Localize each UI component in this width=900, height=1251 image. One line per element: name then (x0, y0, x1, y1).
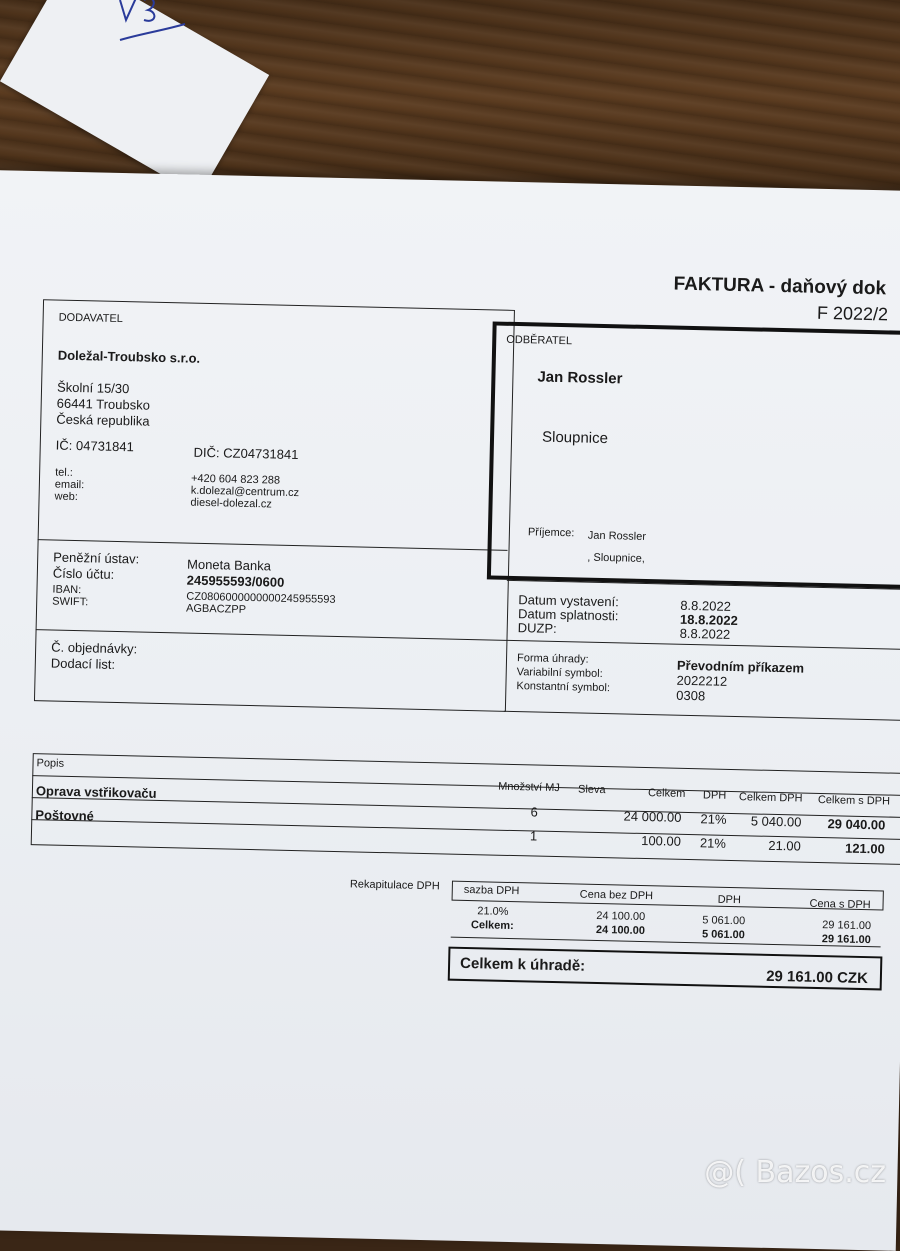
customer-city: Sloupnice (541, 428, 609, 448)
item-total: 24 000.00 (623, 808, 682, 825)
col-desc-header: Popis (36, 757, 65, 770)
recipient-name: Jan Rossler (587, 529, 647, 543)
account-number: 245955593/0600 (186, 572, 285, 590)
variable-symbol: 2022212 (676, 672, 728, 689)
recap-net-header: Cena bez DPH (579, 888, 654, 903)
web-label: web: (54, 490, 78, 504)
item-total: 100.00 (641, 832, 682, 849)
customer-name: Jan Rossler (537, 368, 623, 388)
bank-name: Moneta Banka (186, 556, 272, 574)
recap-rate: 21.0% (477, 905, 509, 918)
iban-value: CZ0806000000000245955593 (186, 590, 336, 606)
item-desc: Oprava vstřikovaču (35, 783, 157, 801)
invoice-document (0, 170, 900, 1251)
item-qty: 1 (529, 828, 538, 844)
duzp-date: 8.8.2022 (679, 625, 731, 642)
recap-gross-header: Cena s DPH (809, 897, 871, 912)
due-date: 18.8.2022 (679, 611, 738, 629)
customer-block (487, 321, 900, 589)
handwritten-scribble (110, 0, 190, 60)
supplier-label: DODAVATEL (58, 311, 123, 326)
item-vat: 21% (699, 835, 727, 851)
supplier-ic: IČ: 04731841 (55, 437, 135, 455)
recap-total-label: Celkem: (470, 919, 514, 933)
col-vat-header: DPH (702, 789, 727, 802)
account-label: Číslo účtu: (52, 565, 115, 582)
supplier-city: 66441 Troubsko (56, 395, 151, 413)
invoice-number: F 2022/2 (816, 302, 889, 325)
bazos-watermark: @( Bazos.cz (704, 1155, 886, 1190)
issued-date: 8.8.2022 (680, 597, 732, 614)
item-vat: 21% (700, 811, 727, 827)
col-total-vat-header: Celkem DPH (738, 791, 803, 805)
recap-vat: 5 061.00 (702, 914, 746, 928)
supplier-street: Školní 15/30 (56, 379, 130, 397)
recap-total-vat: 5 061.00 (701, 928, 745, 942)
grand-total-value: 29 161.00 CZK (765, 967, 869, 988)
recap-rate-header: sazba DPH (463, 883, 520, 898)
swift-label: SWIFT: (52, 595, 89, 609)
col-total-header: Celkem (647, 787, 686, 800)
iban-label: IBAN: (52, 583, 82, 597)
supplier-name: Doležal-Troubsko s.r.o. (57, 347, 201, 366)
recap-label: Rekapitulace DPH (349, 878, 440, 893)
invoice-paper (0, 170, 900, 1251)
supplier-country: Česká republika (56, 411, 150, 429)
recap-total-net: 24 100.00 (595, 923, 646, 938)
recap-total-gross: 29 161.00 (821, 933, 871, 947)
payment-method: Převodním příkazem (676, 657, 805, 676)
bank-label: Peněžní ústav: (53, 549, 140, 567)
email-label: email: (54, 478, 85, 492)
item-total-with-vat: 29 040.00 (827, 816, 886, 833)
tel-label: tel.: (55, 466, 74, 479)
col-qty-header: Množství MJ (498, 780, 560, 795)
item-desc: Poštovné (35, 807, 95, 824)
col-discount-header: Sleva (577, 783, 606, 797)
constant-symbol: 0308 (676, 687, 706, 704)
supplier-web: diesel-dolezal.cz (190, 496, 272, 511)
recipient-city: , Sloupnice, (587, 551, 645, 565)
delivery-label: Dodací list: (50, 655, 116, 672)
payment-method-label: Forma úhrady: (516, 652, 589, 666)
vs-label: Variabilní symbol: (516, 666, 603, 681)
issued-label: Datum vystavení: (518, 592, 619, 610)
recipient-label: Příjemce: (527, 526, 575, 540)
supplier-email: k.dolezal@centrum.cz (190, 484, 300, 500)
item-total-with-vat: 121.00 (844, 840, 885, 857)
ks-label: Konstantní symbol: (516, 680, 611, 695)
invoice-title: FAKTURA - daňový dok (673, 273, 887, 300)
grand-total-label: Celkem k úhradě: (459, 954, 586, 975)
item-total-vat: 5 040.00 (750, 813, 802, 830)
supplier-dic: DIČ: CZ04731841 (193, 444, 299, 463)
swift-value: AGBACZPP (185, 602, 247, 616)
due-label: Datum splatnosti: (517, 606, 619, 624)
duzp-label: DUZP: (517, 620, 557, 636)
supplier-tel: +420 604 823 288 (190, 472, 281, 487)
recap-gross: 29 161.00 (822, 919, 872, 933)
recap-net: 24 100.00 (596, 909, 646, 924)
col-total-with-vat-header: Celkem s DPH (817, 793, 891, 808)
recap-vat-header: DPH (717, 893, 741, 907)
order-label: Č. objednávky: (51, 639, 138, 657)
customer-label: ODBĚRATEL (506, 333, 573, 348)
item-total-vat: 21.00 (768, 837, 802, 854)
item-qty: 6 (530, 804, 538, 820)
